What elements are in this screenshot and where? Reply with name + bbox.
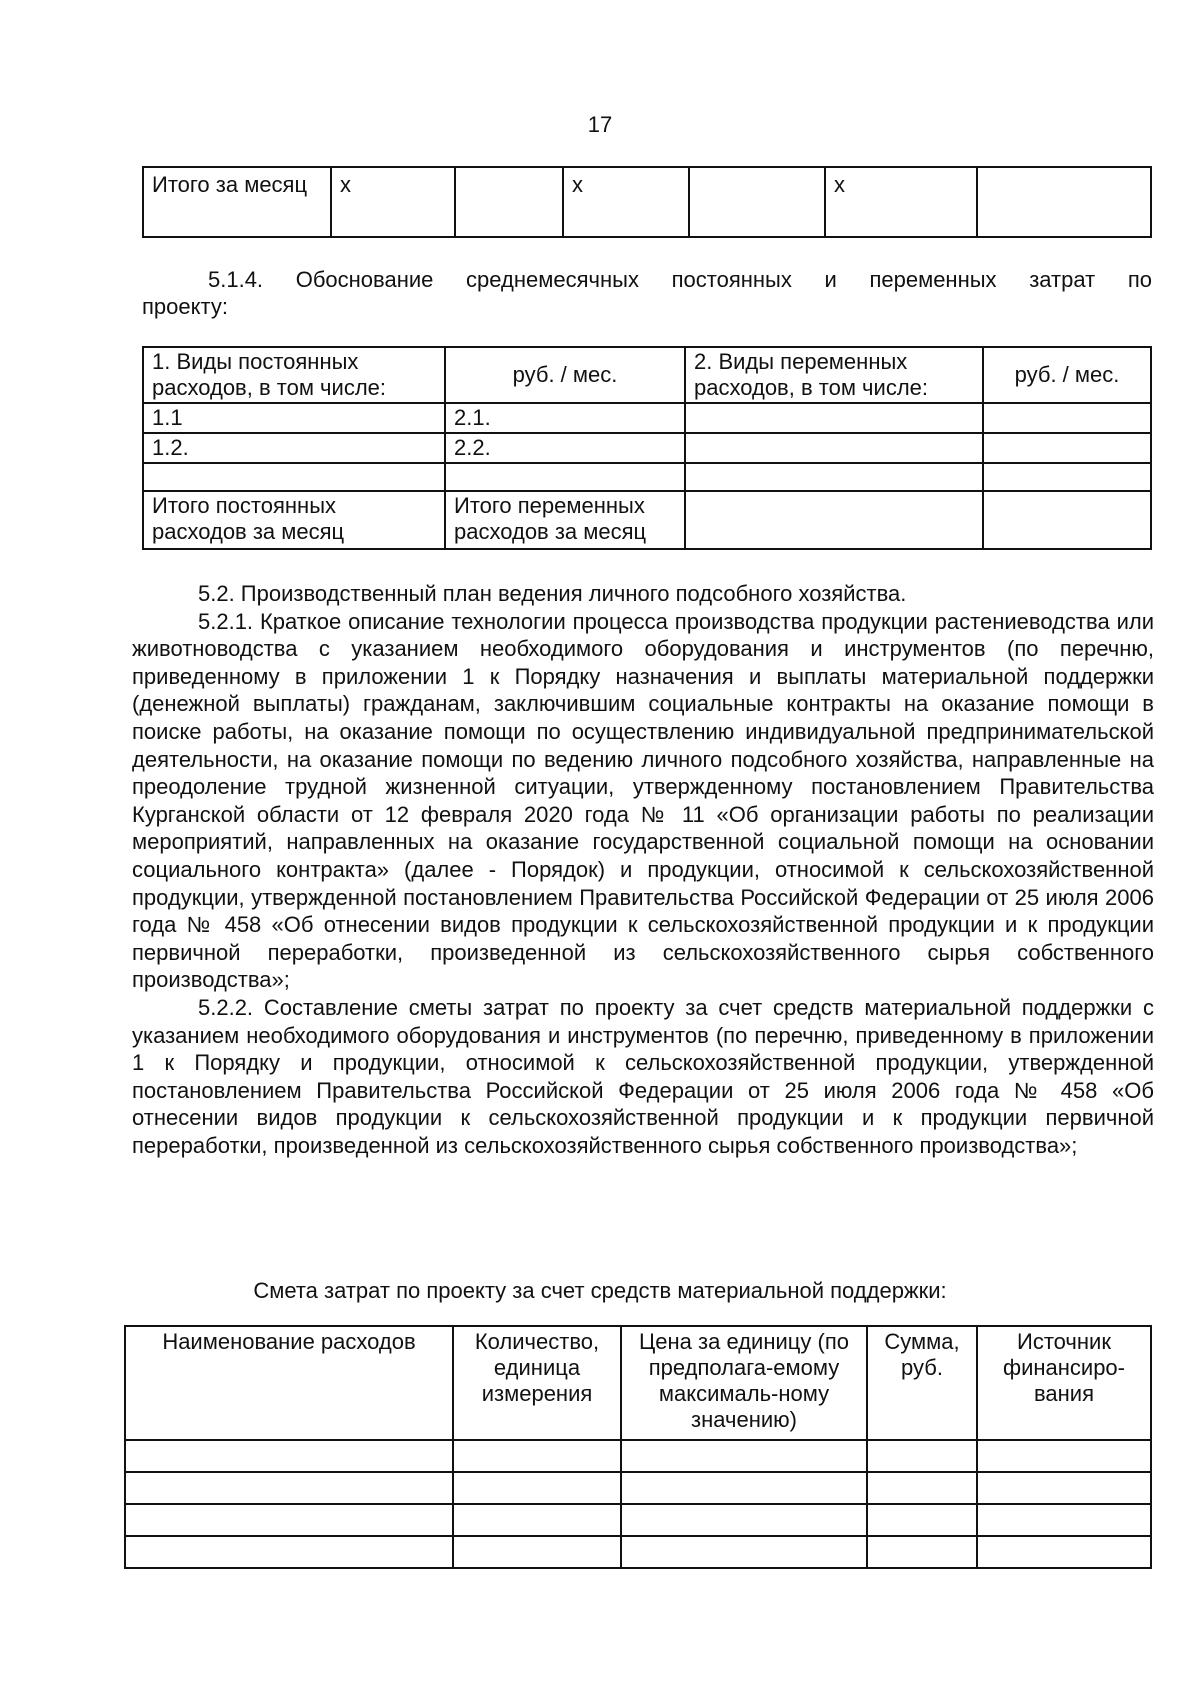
table-cell [977, 1504, 1151, 1536]
table-cell [977, 167, 1151, 237]
cost-estimate-table [124, 1325, 1152, 1569]
table-row [143, 433, 1151, 463]
column-header: Количество, единица измерения [453, 1326, 621, 1440]
table-cell [453, 1536, 621, 1568]
table-header-row [125, 1326, 1151, 1440]
estimate-caption: Смета затрат по проекту за счет средств материальной поддержки: [253, 1278, 947, 1303]
table-cell: 1.2. [143, 433, 445, 463]
table-cell [621, 1440, 867, 1472]
table-cell [685, 433, 983, 463]
table-cell [685, 463, 983, 491]
table-cell: х [825, 167, 977, 237]
table-row [125, 1472, 1151, 1504]
table-cell [453, 1504, 621, 1536]
monthly-total-table [142, 166, 1152, 238]
table-cell [685, 491, 983, 549]
table-row [125, 1504, 1151, 1536]
table-cell [143, 463, 445, 491]
table-cell [125, 1504, 453, 1536]
table-cell [867, 1440, 977, 1472]
paragraph-5-2-2: 5.2.2. Составление сметы затрат по проекту за счет средств материальной поддержки с указанием необходимого оборудования и инструментов (по перечню, приведенному в приложении 1 к Порядку и продукции, относимой к сельскохозяйственной продукции, утвержденной постановлением Правительства Российской Федерации от 25 июля 2006 года № 458 «Об отнесении видов продукции к сельскохозяйственной продукции и к продукции первичной переработки, произведенной из сельскохозяйственного сырья собственного производства»; [132, 994, 1154, 1158]
section-5-1-4-line2: проекту: [142, 294, 228, 319]
table-header-row [143, 347, 1151, 403]
table-cell [125, 1536, 453, 1568]
table-cell: х [331, 167, 455, 237]
table-cell: 2.2. [445, 433, 685, 463]
table-cell [621, 1536, 867, 1568]
paragraph-5-2-1: 5.2.1. Краткое описание технологии процесса производства продукции растениеводства или животноводства с указанием необходимого оборудования и инструментов (по перечню, приведенному в приложении 1 к Порядку назначения и выплаты материальной поддержки (денежной выплаты) гражданам, заключившим социальные контракты на оказание помощи в поиске работы, на оказание помощи по осуществлению индивидуальной предпринимательской деятельности, на оказание помощи по ведению личного подсобного хозяйства, направленные на преодоление трудной жизненной ситуации, утвержденному постановлением Правительства Курганской области от 12 февраля 2020 года № 11 «Об организации работы по реализации мероприятий, направленных на оказание государственной социальной помощи на основании социального контракта» (далее - Порядок) и продукции, относимой к сельскохозяйственной продукции, утвержденной постановлением Правительства Российской Федерации от 25 июля 2006 года № 458 «Об отнесении видов продукции к сельскохозяйственной продукции и к продукции первичной переработки, произведенной из сельскохозяйственного сырья собственного производства»; [132, 608, 1154, 993]
table-row [143, 463, 1151, 491]
table-cell [983, 491, 1151, 549]
table-cell [983, 463, 1151, 491]
total-label-cell: Итого за месяц [143, 167, 331, 237]
total-variable-cell: Итого переменных расходов за месяц [445, 491, 685, 549]
table-cell: 1.1 [143, 403, 445, 433]
section-5-2-title: 5.2. Производственный план ведения личного подсобного хозяйства. [198, 581, 907, 606]
table-cell [867, 1504, 977, 1536]
table-cell [685, 403, 983, 433]
table-cell [125, 1472, 453, 1504]
table-cell [983, 403, 1151, 433]
table-cell [125, 1440, 453, 1472]
column-header: Источник финансиро-вания [977, 1326, 1151, 1440]
table-cell [977, 1472, 1151, 1504]
table-row [125, 1536, 1151, 1568]
table-cell [621, 1472, 867, 1504]
section-5-1-4-heading [142, 266, 1152, 320]
table-cell [867, 1472, 977, 1504]
section-5-1-4-line1: 5.1.4. Обоснование среднемесячных постоянных и переменных затрат по [208, 267, 1152, 292]
table-row [143, 167, 1151, 237]
table-cell [453, 1472, 621, 1504]
section-5-2 [132, 580, 1154, 1159]
table-cell: х [563, 167, 689, 237]
table-cell [445, 463, 685, 491]
fixed-unit-header: руб. / мес. [445, 347, 685, 403]
table-total-row [143, 491, 1151, 549]
table-row [125, 1440, 1151, 1472]
fixed-variable-costs-table [142, 346, 1152, 550]
table-cell [453, 1440, 621, 1472]
table-row [143, 403, 1151, 433]
table-cell: 2.1. [445, 403, 685, 433]
variable-costs-header: 2. Виды переменных расходов, в том числе: [685, 347, 983, 403]
column-header: Наименование расходов [125, 1326, 453, 1440]
column-header: Цена за единицу (по предполага-емому максималь-ному значению) [621, 1326, 867, 1440]
variable-unit-header: руб. / мес. [983, 347, 1151, 403]
table-cell [689, 167, 825, 237]
total-fixed-cell: Итого постоянных расходов за месяц [143, 491, 445, 549]
table-cell [983, 433, 1151, 463]
table-cell [621, 1504, 867, 1536]
fixed-costs-header: 1. Виды постоянных расходов, в том числе: [143, 347, 445, 403]
page-number: 17 [587, 112, 613, 137]
column-header: Сумма, руб. [867, 1326, 977, 1440]
table-cell [977, 1536, 1151, 1568]
table-cell [977, 1440, 1151, 1472]
table-cell [455, 167, 563, 237]
table-cell [867, 1536, 977, 1568]
